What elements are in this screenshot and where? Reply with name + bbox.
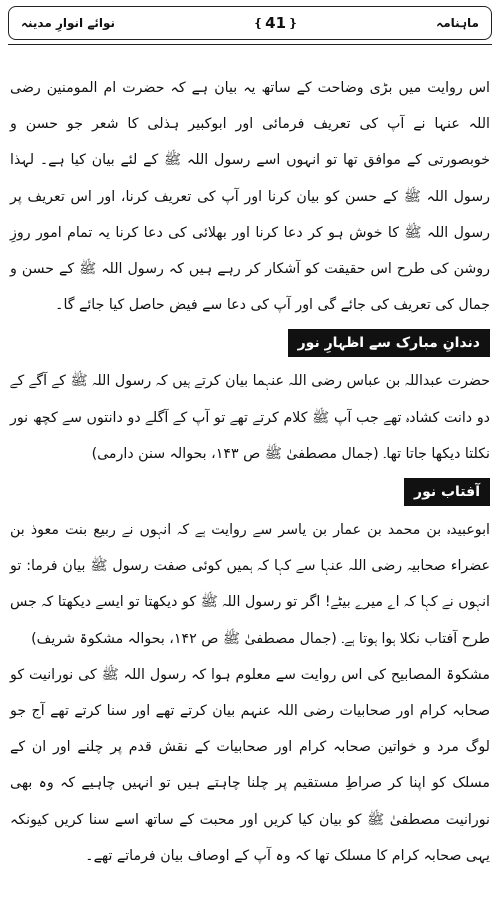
header-magazine-label: ماہنامہ bbox=[436, 16, 479, 30]
page-header bbox=[8, 6, 492, 40]
section-heading-row bbox=[10, 474, 490, 510]
section-heading: دندانِ مبارک سے اظہارِ نور bbox=[288, 329, 490, 357]
page-number-box bbox=[253, 14, 298, 32]
header-magazine-title: نوائے انوارِ مدینہ bbox=[21, 16, 115, 30]
ornament-icon: ❵ bbox=[253, 16, 264, 30]
paragraph: ابوعبیدہ بن محمد بن عمار بن یاسر سے روایت ہے کہ انہوں نے ربیع بنت معوذ بن عضراء صحابیہ رضی اللہ عنہا سے کہا کہ ہمیں کوئی صفت رسول ﷺ بیان فرما: تو انہوں نے کہا کہ اے میرے بیٹے! اگر تو رسول اللہ ﷺ کو دیکھتا تو ایسے دیکھتا کہ جس طرح آفتاب نکلا ہوا ہوتا ہے۔ (جمال مصطفیٰ ﷺ ص ۱۴۲، بحوالہ مشکوۃ شریف) bbox=[10, 522, 490, 647]
article-body bbox=[10, 70, 490, 874]
paragraph: مشکوۃ المصابیح کی اس روایت سے معلوم ہوا کہ رسول اللہ ﷺ کی نورانیت کو صحابہ کرام اور صحابیات رضی اللہ عنہم بیان کرتے تھے اور سنا کرتے تھے آج جو لوگ مرد و خواتین صحابہ کرام اور صحابیات کے نقش قدم پر چلنے اور ان کے مسلک کو اپنا کر صراطِ مستقیم پر چلنا چاہتے ہیں تو انہیں چاہیے کہ وہ بھی نورانیت مصطفیٰ ﷺ کو بیان کیا کریں اور محبت کے ساتھ اسے سنا کریں کیونکہ یہی صحابہ کرام کا مسلک تھا کہ وہ آپ کے اوصاف بیان فرماتے تھے۔ bbox=[10, 666, 490, 864]
paragraph: اس روایت میں بڑی وضاحت کے ساتھ یہ بیان ہے کہ حضرت ام المومنین رضی اللہ عنہا نے آپ کی تعریف فرمائی اور ابوکبیر ہذلی کا شعر جو حسن و خوبصورتی کے موافق تھا تو انہوں اسے رسول اللہ ﷺ کے لئے بیان کیا ہے۔ لہذا رسول اللہ ﷺ کے حسن کو بیان کرنا اور آپ کی تعریف کرنا، اور اس تعریف پر رسول اللہ ﷺ کا خوش ہو کر دعا کرنا اور بھلائی کی دعا کرنا یہ تمام امور روزِ روشن کی طرح اس حقیقت کو آشکار کر رہے ہیں کہ رسول اللہ ﷺ کے حسن و جمال کی تعریف کی جائے گی اور آپ کی دعا سے فیض حاصل کیا جائے گا۔ bbox=[10, 80, 490, 314]
page-number: 41 bbox=[265, 14, 287, 32]
paragraph: حضرت عبداللہ بن عباس رضی اللہ عنہما بیان کرتے ہیں کہ رسول اللہ ﷺ کے آگے کے دو دانت کشادہ تھے جب آپ ﷺ کلام کرتے تھے تو آپ کے آگلے دو دانتوں سے کچھ نور نکلتا دیکھا جاتا تھا۔ (جمال مصطفیٰ ﷺ ص ۱۴۳، بحوالہ سنن دارمی) bbox=[10, 373, 490, 462]
header-divider bbox=[8, 44, 492, 45]
section-heading: آفتاب نور bbox=[404, 478, 490, 506]
section-heading-row bbox=[10, 325, 490, 361]
ornament-icon: ❴ bbox=[288, 16, 299, 30]
